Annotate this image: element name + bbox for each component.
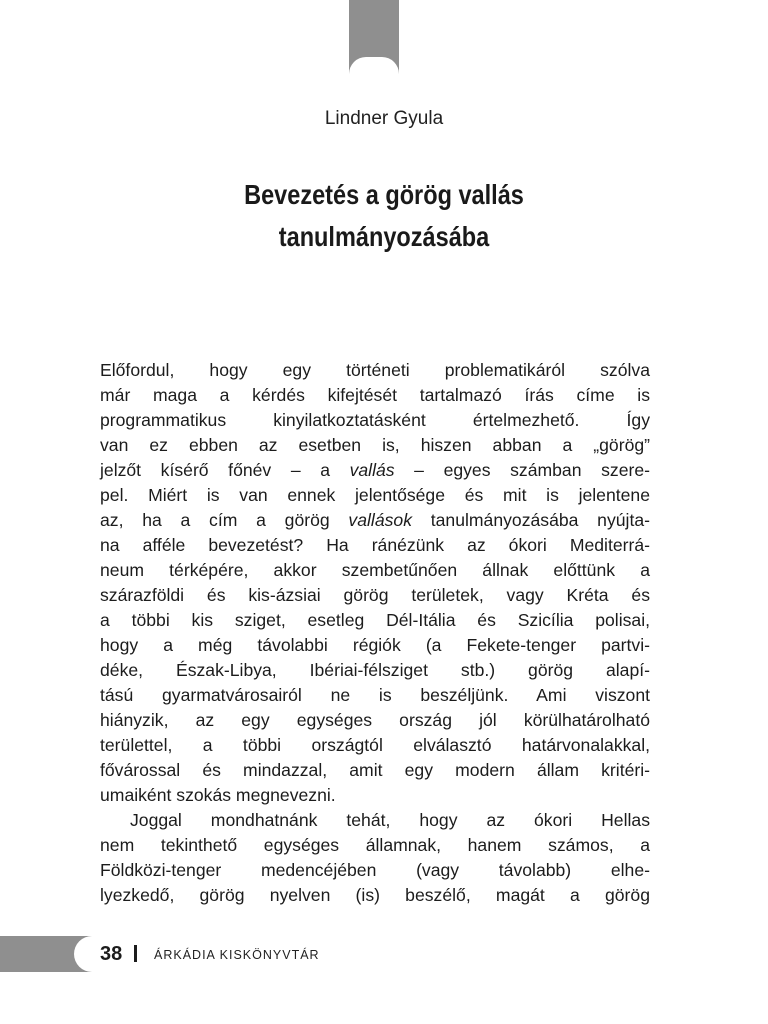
text-line: Joggal mondhatnánk tehát, hogy az ókori Hellas (130, 810, 650, 830)
text-run: – egyes számban szere- (394, 460, 650, 480)
author-name: Lindner Gyula (324, 108, 444, 129)
text-line: umaiként szokás megnevezni. (100, 785, 336, 805)
book-series-name: ÁRKÁDIA KISKÖNYVTÁR (154, 948, 320, 962)
body-text (100, 358, 650, 908)
footer-separator (134, 945, 137, 962)
emphasis: vallás (349, 460, 395, 480)
text-line (100, 508, 650, 533)
emphasis: vallások (348, 510, 412, 530)
text-line: hogy a még távolabbi régiók (a Fekete-tenger partvi- (100, 635, 650, 655)
text-line: neum térképére, akkor szembetűnően állnak előttünk a (100, 560, 650, 580)
text-line: pel. Miért is van ennek jelentősége és mit is jelentene (100, 485, 650, 505)
text-line: szárazföldi és kis-ázsiai görög területek, vagy Kréta és (100, 585, 650, 605)
text-line: területtel, a többi országtól elválasztó határvonalakkal, (100, 735, 650, 755)
page-number: 38 (100, 943, 123, 965)
text-run: jelzőt kísérő főnév – a (100, 460, 350, 480)
title-line: Bevezetés a görög vallás (244, 179, 524, 210)
text-line: a többi kis sziget, esetleg Dél-Itália és Szicília polisai, (100, 610, 650, 630)
text-line: van ez ebben az esetben is, hiszen abban a „görög” (100, 435, 650, 455)
title-line: tanulmányozásába (278, 221, 490, 252)
text-run: tanulmányozásába nyújta- (412, 510, 650, 530)
text-line: Előfordul, hogy egy történeti problematikáról szólva (100, 360, 650, 380)
text-line: déke, Észak-Libya, Ibériai-félsziget stb.) görög alapí- (100, 660, 650, 680)
text-line: fővárossal és mindazzal, amit egy modern állam kritéri- (100, 760, 650, 780)
text-run: az, ha a cím a görög (100, 510, 349, 530)
text-line: na afféle bevezetést? Ha ránézünk az ókori Mediterrá- (100, 535, 650, 555)
article-title (179, 174, 589, 258)
page-tab-marker (349, 0, 399, 74)
text-line: Földközi-tenger medencéjében (vagy távolabb) elhe- (100, 860, 650, 880)
text-line: lyezkedő, görög nyelven (is) beszélő, magát a görög (100, 885, 650, 905)
text-line: már maga a kérdés kifejtését tartalmazó írás címe is (100, 385, 650, 405)
text-line: nem tekinthető egységes államnak, hanem számos, a (100, 835, 650, 855)
text-line: tású gyarmatvárosairól ne is beszéljünk. Ami viszont (100, 685, 650, 705)
text-line (100, 458, 650, 483)
text-line: hiányzik, az egy egységes ország jól körülhatárolható (100, 710, 650, 730)
text-line: programmatikus kinyilatkoztatásként értelmezhető. Így (100, 410, 650, 430)
